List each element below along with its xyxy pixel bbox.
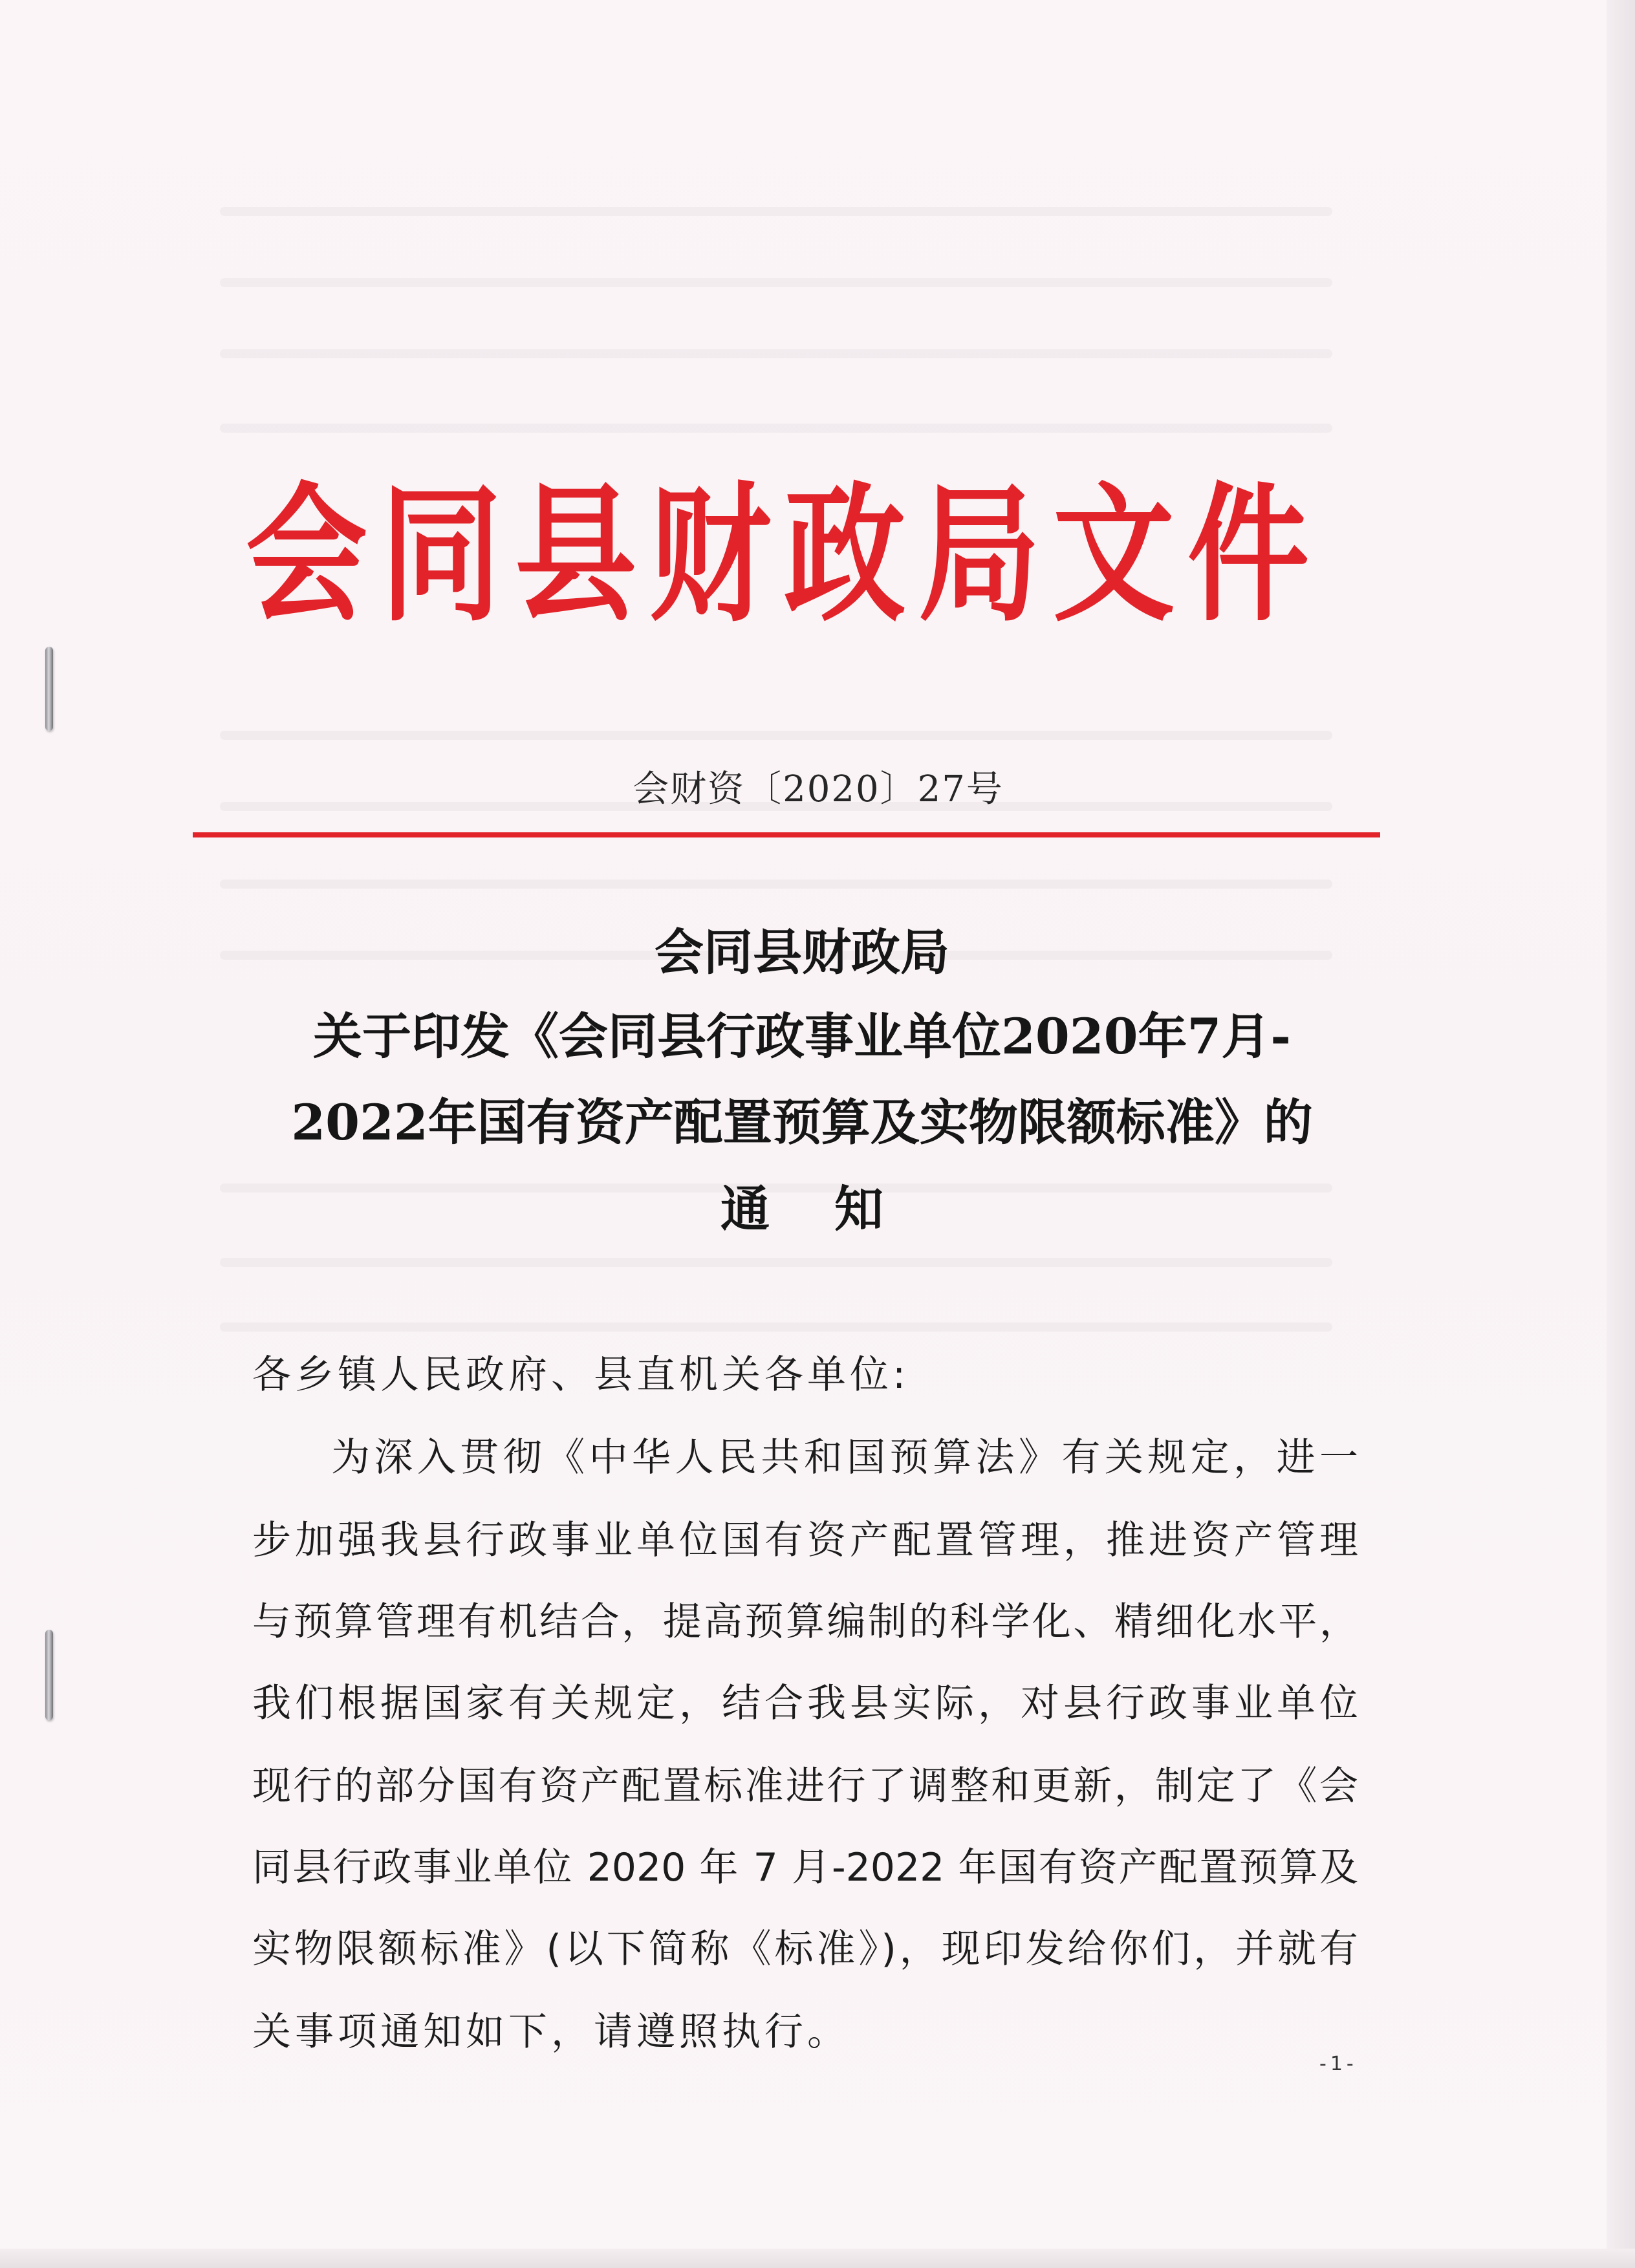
paragraph-line: 为深入贯彻《中华人民共和国预算法》有关规定，进一 (331, 1435, 1358, 1480)
paragraph-line: 我们根据国家有关规定，结合我县实际，对县行政事业单位 (252, 1681, 1358, 1726)
bleed-through-line (220, 880, 1332, 889)
issuer-title: 会同县财政局文件 (246, 469, 1322, 642)
paragraph-line: 关事项通知如下，请遵照执行。 (252, 2009, 850, 2055)
page-edge-shadow-right (1607, 0, 1635, 2268)
bleed-through-line (220, 1323, 1332, 1332)
heading-line-4: 通知 (720, 1180, 948, 1238)
page-number: -1- (1319, 2053, 1358, 2075)
paragraph-line: 同县行政事业单位 2020 年 7 月-2022 年国有资产配置预算及 (252, 1845, 1358, 1890)
heading-line-2: 关于印发《会同县行政事业单位2020年7月- (313, 1008, 1291, 1065)
salutation: 各乡镇人民政府、县直机关各单位: (252, 1352, 910, 1398)
bleed-through-line (220, 424, 1332, 433)
staple-bottom (45, 1630, 53, 1720)
paragraph-line: 现行的部分国有资产配置标准进行了调整和更新，制定了《会 (252, 1764, 1358, 1809)
page-edge-shadow-bottom (0, 2249, 1635, 2268)
bleed-through-line (220, 1258, 1332, 1267)
heading-line-1: 会同县财政局 (655, 923, 949, 981)
staple-top (45, 647, 53, 731)
bleed-through-line (220, 207, 1332, 216)
bleed-through-line (220, 731, 1332, 740)
bleed-through-line (220, 349, 1332, 358)
heading-line-3: 2022年国有资产配置预算及实物限额标准》的 (291, 1094, 1313, 1151)
red-divider-line (193, 832, 1380, 837)
bleed-through-line (220, 278, 1332, 287)
paragraph-line: 步加强我县行政事业单位国有资产配置管理，推进资产管理 (252, 1518, 1358, 1563)
document-number: 会财资〔2020〕27号 (633, 768, 1004, 810)
paragraph-line: 实物限额标准》(以下简称《标准》)，现印发给你们，并就有 (252, 1927, 1358, 1972)
paragraph-line: 与预算管理有机结合，提高预算编制的科学化、精细化水平， (252, 1599, 1358, 1645)
